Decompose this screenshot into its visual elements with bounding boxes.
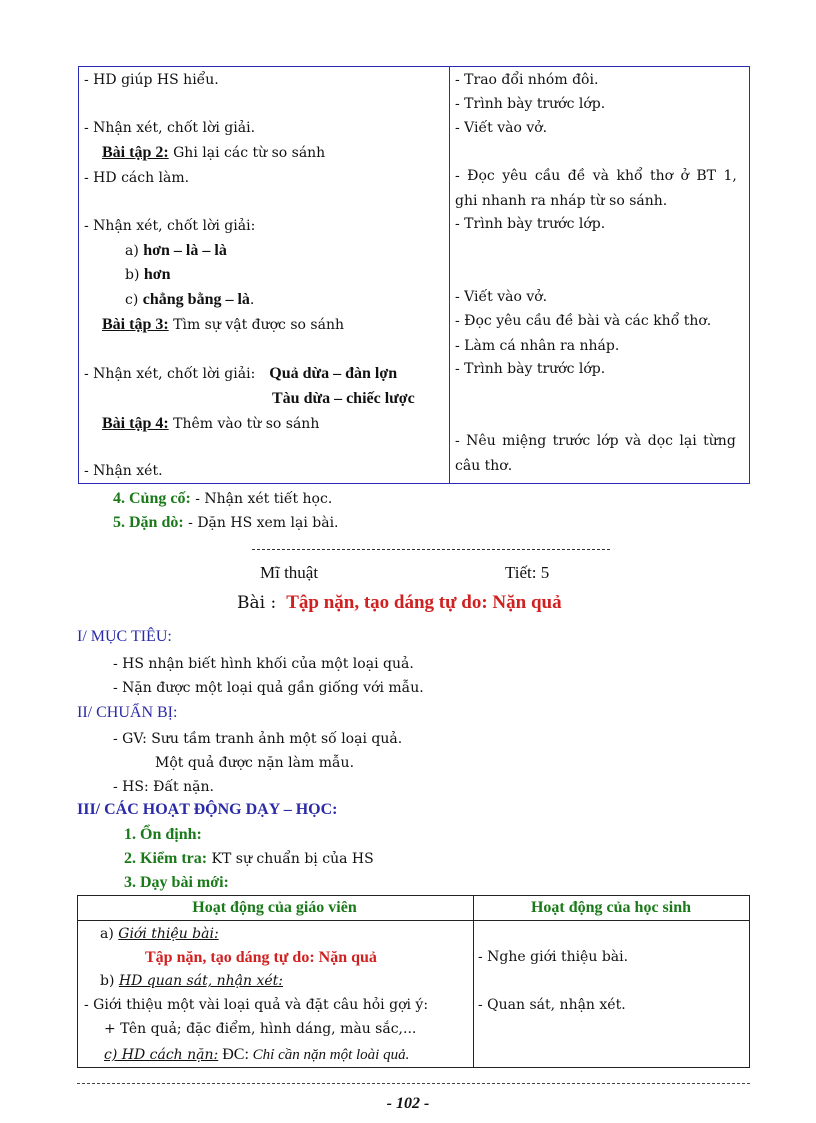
objective-item: - HS nhận biết hình khối của một loại quả. [113,656,414,672]
t2-right-line: - Nghe giới thiệu bài. [478,949,629,965]
t1-right-line: - Viết vào vở. [455,120,548,136]
objective-item: - Nặn được một loại quả gần giống với mẫu. [113,680,424,696]
t1-right-line: - Trình bày trước lớp. [455,96,606,112]
step-stabilize: 1. Ổn định: [124,826,202,843]
lesson-title: Bài : Tập nặn, tạo dáng tự do: Nặn quả [237,592,562,613]
t1-right-line: - Đọc yêu cầu đề bài và các khổ thơ. [455,313,712,329]
preparation-heading: II/ CHUẨN BỊ: [77,704,178,721]
t1-left-line: - Nhận xét, chốt lời giải. [84,120,256,136]
objectives-heading: I/ MỤC TIÊU: [77,628,172,645]
step-c-sculpt: c) HD cách nặn: ĐC: Chỉ cần nặn một loài quả. [104,1046,410,1063]
exercise-2: Bài tập 2: Ghi lại các từ so sánh [102,144,326,161]
t1-right-line: - Trình bày trước lớp. [455,216,606,232]
footer-line [77,1083,750,1084]
answer-c: c) chẳng bằng – là. [125,291,255,308]
preparation-item: Một quả được nặn làm mẫu. [155,755,355,771]
activities-heading: III/ CÁC HOẠT ĐỘNG DẠY – HỌC: [77,801,338,818]
t1-left-line: - Nhận xét, chốt lời giải: [84,218,256,234]
t1-right-line: ghi nhanh ra nháp từ so sánh. [455,193,668,209]
answer-b: b) hơn [125,266,171,283]
lesson-title-inline: Tập nặn, tạo dáng tự do: Nặn quả [145,949,377,966]
header-student: Hoạt động của học sinh [530,899,692,916]
t2-right-line: - Quan sát, nhận xét. [478,997,626,1013]
period-number: Tiết: 5 [505,563,550,582]
answer-a: a) hơn – là – là [125,242,227,259]
consolidate-line: 4. Củng cố: - Nhận xét tiết học. [113,490,333,507]
t1-left-line: Tàu dừa – chiếc lược [272,390,415,407]
t1-right-line: - Viết vào vở. [455,289,548,305]
step-check: 2. Kiểm tra: KT sự chuẩn bị của HS [124,850,374,867]
preparation-item: - HS: Đất nặn. [113,779,214,795]
exercise-4: Bài tập 4: Thêm vào từ so sánh [102,415,320,432]
t1-left-line: - HD cách làm. [84,170,190,186]
t2-left-line: - Giới thiệu một vài loại quả và đặt câu hỏi gợi ý: [84,997,429,1013]
t1-right-line: - Trình bày trước lớp. [455,361,606,377]
t1-right-line: - Nêu miệng trước lớp và dọc lại từng [455,433,736,449]
step-a-intro: a) Giới thiệu bài: [100,926,219,942]
t1-right-line: - Đọc yêu cầu đề và khổ thơ ở BT 1, [455,168,737,184]
t1-right-line: - Trao đổi nhóm đôi. [455,72,599,88]
homework-line: 5. Dặn dò: - Dặn HS xem lại bài. [113,514,339,531]
t1-left-line: - Nhận xét. [84,463,163,479]
step-b-observe: b) HD quan sát, nhận xét: [100,973,283,989]
preparation-item: - GV: Sưu tầm tranh ảnh một số loại quả. [113,731,403,747]
header-teacher: Hoạt động của giáo viên [192,899,357,916]
t1-left-line: - HD giúp HS hiểu. [84,72,219,88]
t2-left-line: + Tên quả; đặc điểm, hình dáng, màu sắc,... [104,1021,417,1037]
subject-name: Mĩ thuật [260,563,319,582]
step-new-lesson: 3. Dạy bài mới: [124,874,229,891]
t1-right-line: câu thơ. [455,458,513,474]
exercise-3: Bài tập 3: Tìm sự vật được so sánh [102,316,344,333]
t1-left-line: - Nhận xét, chốt lời giải: Quả dừa – đàn lợn [84,365,398,382]
separator-line [252,549,610,550]
t1-right-line: - Làm cá nhân ra nháp. [455,338,620,354]
page-number: - 102 - [386,1095,430,1112]
